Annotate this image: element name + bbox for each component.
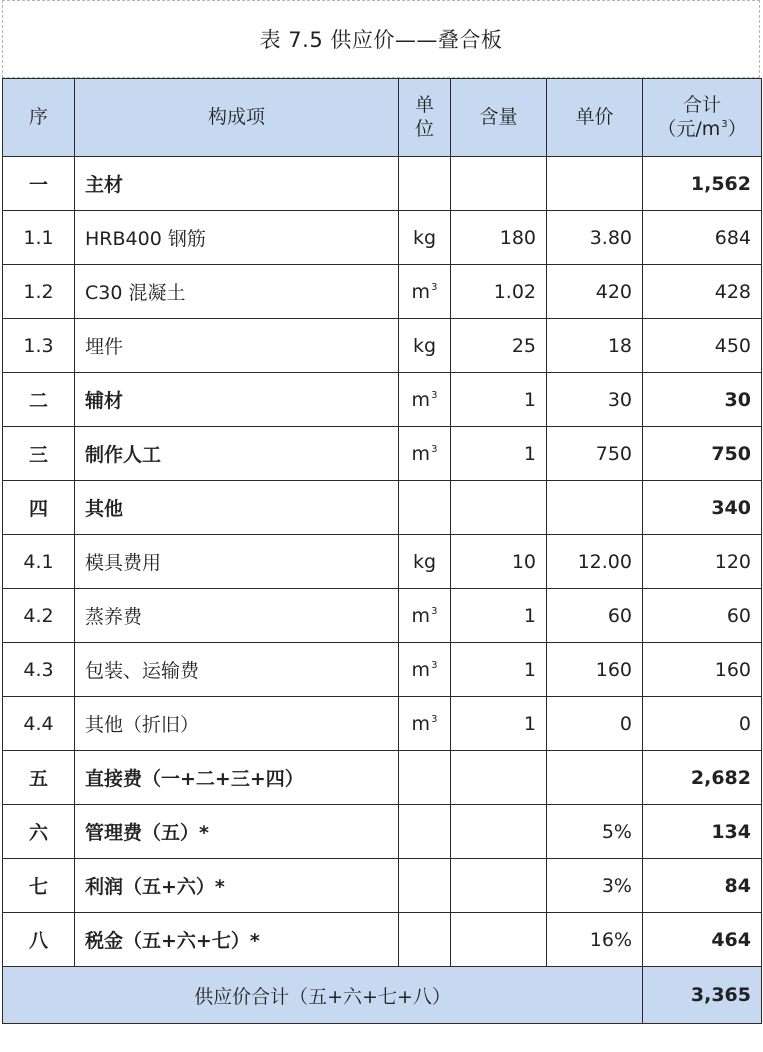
footer-total: 3,365 — [643, 967, 762, 1024]
unit-text: m — [411, 280, 431, 303]
table-row — [3, 157, 762, 211]
row-item: 蒸养费 — [75, 589, 399, 643]
row-item: HRB400 钢筋 — [75, 211, 399, 265]
row-total: 684 — [643, 211, 762, 265]
row-seq: 四 — [3, 481, 75, 535]
row-unit — [399, 427, 451, 481]
header-seq: 序 — [3, 79, 75, 157]
row-item: 制作人工 — [75, 427, 399, 481]
row-item: 税金（五+六+七）* — [75, 913, 399, 967]
row-qty — [451, 481, 547, 535]
row-seq: 五 — [3, 751, 75, 805]
row-item: 管理费（五）* — [75, 805, 399, 859]
row-total: 60 — [643, 589, 762, 643]
row-seq: 七 — [3, 859, 75, 913]
unit-text: m — [411, 604, 431, 627]
row-price: 3.80 — [547, 211, 643, 265]
row-item: 其他 — [75, 481, 399, 535]
row-total: 84 — [643, 859, 762, 913]
row-unit — [399, 535, 451, 589]
row-qty: 1 — [451, 643, 547, 697]
row-seq: 三 — [3, 427, 75, 481]
row-price — [547, 157, 643, 211]
row-price: 60 — [547, 589, 643, 643]
row-item: 直接费（一+二+三+四） — [75, 751, 399, 805]
row-price: 5% — [547, 805, 643, 859]
row-qty: 1.02 — [451, 265, 547, 319]
table-row — [3, 373, 762, 427]
row-item: 包装、运输费 — [75, 643, 399, 697]
row-total: 120 — [643, 535, 762, 589]
row-total: 750 — [643, 427, 762, 481]
table-row — [3, 427, 762, 481]
table-row — [3, 859, 762, 913]
header-total-line1: 合计 — [682, 93, 721, 116]
row-seq: 4.2 — [3, 589, 75, 643]
row-item: 模具费用 — [75, 535, 399, 589]
row-item: 利润（五+六）* — [75, 859, 399, 913]
unit-text: m — [411, 388, 431, 411]
unit-text: kg — [412, 550, 437, 573]
row-qty — [451, 157, 547, 211]
row-seq: 1.2 — [3, 265, 75, 319]
row-qty: 1 — [451, 373, 547, 427]
row-qty — [451, 751, 547, 805]
row-unit — [399, 697, 451, 751]
row-seq: 1.3 — [3, 319, 75, 373]
row-unit — [399, 913, 451, 967]
row-total: 2,682 — [643, 751, 762, 805]
row-item: 主材 — [75, 157, 399, 211]
row-qty — [451, 805, 547, 859]
row-unit — [399, 643, 451, 697]
row-unit — [399, 859, 451, 913]
row-price — [547, 751, 643, 805]
row-total: 464 — [643, 913, 762, 967]
row-seq: 4.3 — [3, 643, 75, 697]
table-row — [3, 211, 762, 265]
row-price: 750 — [547, 427, 643, 481]
unit-text: m — [411, 658, 431, 681]
header-total-line2: （元$/m^3$） — [657, 117, 747, 140]
footer-row — [3, 967, 762, 1024]
row-price: 160 — [547, 643, 643, 697]
row-seq: 二 — [3, 373, 75, 427]
row-unit — [399, 751, 451, 805]
row-unit — [399, 319, 451, 373]
unit-text: m — [411, 442, 431, 465]
header-row — [3, 79, 762, 157]
row-unit — [399, 373, 451, 427]
row-item: C30 混凝土 — [75, 265, 399, 319]
unit-superscript: 3 — [431, 714, 438, 726]
row-total: 0 — [643, 697, 762, 751]
row-qty: 1 — [451, 697, 547, 751]
header-unit-line2: 位 — [414, 117, 434, 140]
row-unit — [399, 589, 451, 643]
unit-text: m — [411, 712, 431, 735]
table-row — [3, 697, 762, 751]
unit-superscript: 3 — [431, 390, 438, 402]
header-total — [643, 79, 762, 157]
row-qty: 1 — [451, 589, 547, 643]
table-title: 表 7.5 供应价——叠合板 — [2, 0, 760, 78]
row-seq: 六 — [3, 805, 75, 859]
row-item: 其他（折旧） — [75, 697, 399, 751]
unit-superscript: 3 — [431, 606, 438, 618]
row-item: 辅材 — [75, 373, 399, 427]
row-total: 1,562 — [643, 157, 762, 211]
row-total: 30 — [643, 373, 762, 427]
header-unit — [399, 79, 451, 157]
row-item: 埋件 — [75, 319, 399, 373]
row-total: 160 — [643, 643, 762, 697]
row-qty — [451, 913, 547, 967]
row-price: 12.00 — [547, 535, 643, 589]
footer-label: 供应价合计（五+六+七+八） — [3, 967, 643, 1024]
row-qty: 1 — [451, 427, 547, 481]
row-seq: 八 — [3, 913, 75, 967]
row-qty: 180 — [451, 211, 547, 265]
header-qty: 含量 — [451, 79, 547, 157]
row-price: 3% — [547, 859, 643, 913]
row-seq: 1.1 — [3, 211, 75, 265]
row-unit — [399, 481, 451, 535]
header-item: 构成项 — [75, 79, 399, 157]
unit-text: kg — [412, 334, 437, 357]
row-total: 428 — [643, 265, 762, 319]
row-total: 450 — [643, 319, 762, 373]
row-qty: 25 — [451, 319, 547, 373]
table-row — [3, 265, 762, 319]
row-unit — [399, 805, 451, 859]
unit-text: kg — [412, 226, 437, 249]
unit-superscript: 3 — [431, 282, 438, 294]
table-row — [3, 481, 762, 535]
table-row — [3, 805, 762, 859]
table-row — [3, 535, 762, 589]
row-unit — [399, 265, 451, 319]
row-price — [547, 481, 643, 535]
table-row — [3, 643, 762, 697]
table-row — [3, 913, 762, 967]
row-price: 16% — [547, 913, 643, 967]
row-seq: 4.1 — [3, 535, 75, 589]
row-price: 420 — [547, 265, 643, 319]
row-unit — [399, 211, 451, 265]
table-row — [3, 319, 762, 373]
unit-superscript: 3 — [431, 660, 438, 672]
header-unit-line1: 单 — [414, 93, 434, 116]
row-seq: 4.4 — [3, 697, 75, 751]
price-table — [2, 78, 762, 1024]
unit-superscript: 3 — [431, 444, 438, 456]
table-row — [3, 589, 762, 643]
row-qty: 10 — [451, 535, 547, 589]
row-price: 0 — [547, 697, 643, 751]
row-total: 340 — [643, 481, 762, 535]
row-price: 30 — [547, 373, 643, 427]
row-price: 18 — [547, 319, 643, 373]
row-seq: 一 — [3, 157, 75, 211]
row-unit — [399, 157, 451, 211]
header-price: 单价 — [547, 79, 643, 157]
row-total: 134 — [643, 805, 762, 859]
table-row — [3, 751, 762, 805]
row-qty — [451, 859, 547, 913]
